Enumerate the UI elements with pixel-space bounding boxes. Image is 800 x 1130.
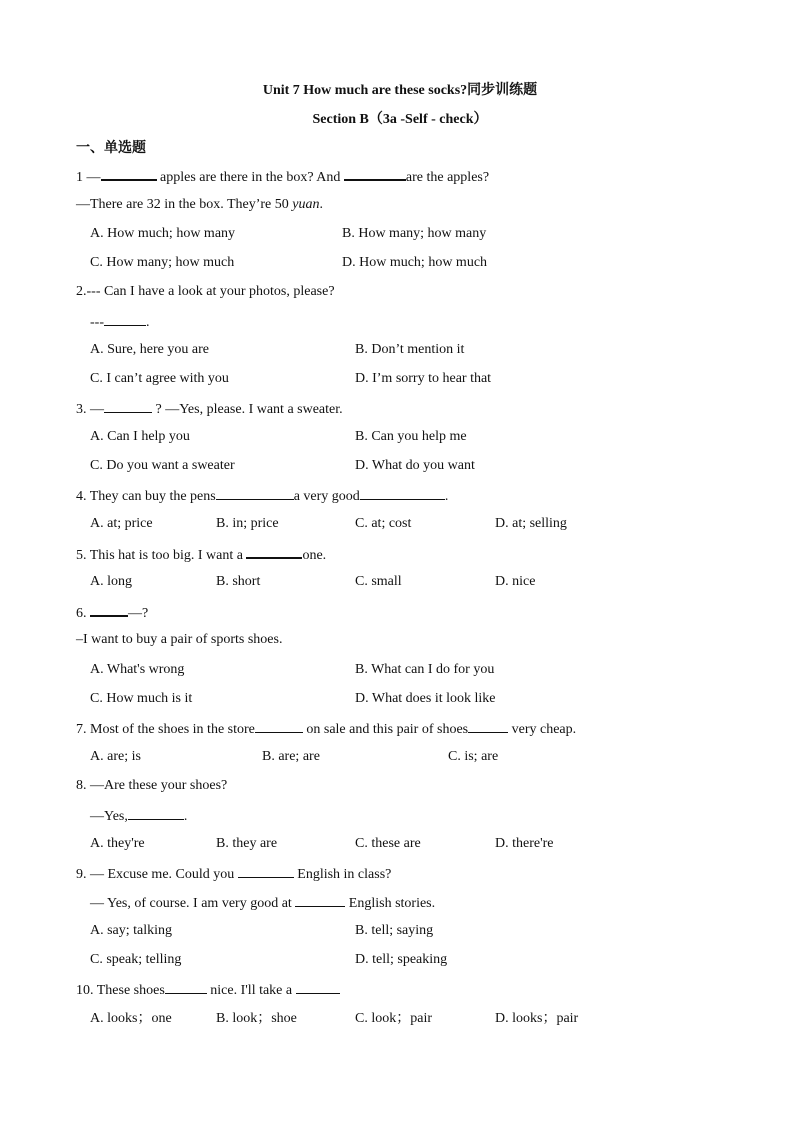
option-c: C. is; are	[448, 749, 499, 764]
answer-blank	[104, 312, 146, 326]
question-text: English in class?	[293, 867, 392, 882]
option-d: D. I’m sorry to hear that	[355, 371, 492, 386]
question-text: 6.	[76, 606, 90, 621]
reply-text: —Yes,	[90, 809, 128, 824]
option-c: C. I can’t agree with you	[90, 371, 229, 386]
option-d: D. there're	[495, 836, 554, 851]
question-8: 8. —Are these your shoes?	[76, 778, 228, 793]
answer-blank	[255, 719, 303, 733]
option-d: D. nice	[495, 574, 536, 589]
option-d: D. tell; speaking	[355, 952, 448, 967]
question-4	[76, 486, 448, 506]
reply-text: .	[319, 197, 323, 212]
question-6-reply: –I want to buy a pair of sports shoes.	[76, 632, 283, 647]
answer-blank	[90, 602, 128, 617]
answer-blank	[296, 980, 340, 994]
option-a: A. Can I help you	[90, 429, 190, 444]
question-3	[76, 399, 343, 419]
option-b: B. How many; how many	[342, 226, 487, 241]
option-b: B. short	[216, 574, 261, 589]
question-1	[76, 166, 489, 187]
question-1-reply	[76, 196, 323, 214]
option-c: C. How many; how much	[90, 255, 235, 270]
option-d: D. at; selling	[495, 516, 567, 531]
option-b: B. are; are	[262, 749, 320, 764]
worksheet-subtitle: Section B（3a -Self - check）	[312, 112, 488, 127]
answer-blank	[295, 893, 345, 907]
question-text: ? —Yes, please. I want a sweater.	[152, 402, 343, 417]
option-c: C. How much is it	[90, 691, 193, 706]
question-text: very cheap.	[508, 722, 577, 737]
question-text: .	[444, 489, 449, 504]
reply-text: English stories.	[345, 896, 436, 911]
answer-blank	[360, 486, 445, 500]
answer-blank	[101, 166, 157, 181]
question-9-reply	[90, 893, 435, 913]
currency-word: yuan	[292, 197, 320, 212]
question-text: apples are there in the box? And	[156, 170, 344, 185]
question-text: are the apples?	[405, 170, 490, 185]
question-text: 10. These shoes	[76, 983, 165, 998]
answer-blank	[238, 864, 294, 878]
section-heading: 一、单选题	[76, 141, 146, 156]
question-text: a very good	[293, 489, 360, 504]
question-text: on sale and this pair of shoes	[302, 722, 469, 737]
option-a: A. Sure, here you are	[90, 342, 209, 357]
question-text: one.	[302, 548, 327, 563]
reply-text: ---	[90, 315, 104, 330]
answer-blank	[216, 486, 294, 500]
option-a: A. How much; how many	[90, 226, 236, 241]
option-c: C. at; cost	[355, 516, 412, 531]
option-c: C. Do you want a sweater	[90, 458, 235, 473]
option-b: B. in; price	[216, 516, 279, 531]
question-text: 5. This hat is too big. I want a	[76, 548, 247, 563]
worksheet-title: Unit 7 How much are these socks?同步训练题	[262, 83, 538, 98]
question-text: nice. I'll take a	[206, 983, 296, 998]
answer-blank	[104, 399, 152, 413]
question-2: 2.--- Can I have a look at your photos, please?	[76, 284, 335, 299]
option-b: B. they are	[216, 836, 278, 851]
answer-blank	[468, 719, 508, 733]
option-c: C. small	[355, 574, 402, 589]
answer-blank	[344, 166, 406, 181]
option-b: B. Don’t mention it	[355, 342, 465, 357]
option-a: A. What's wrong	[90, 662, 185, 677]
option-c: C. speak; telling	[90, 952, 182, 967]
reply-text: .	[146, 315, 150, 330]
question-5	[76, 544, 326, 565]
reply-text: —There are 32 in the box. They’re 50	[76, 197, 293, 212]
question-9	[76, 864, 391, 884]
answer-blank	[246, 544, 302, 559]
question-text: —?	[128, 606, 149, 621]
question-8-reply	[90, 806, 187, 826]
option-d: D. What does it look like	[355, 691, 496, 706]
option-d: D. What do you want	[355, 458, 475, 473]
option-b: B. What can I do for you	[355, 662, 495, 677]
question-7	[76, 719, 576, 739]
option-a: A. say; talking	[90, 923, 173, 938]
option-c: C. these are	[355, 836, 421, 851]
reply-text: .	[183, 809, 188, 824]
option-a: A. they're	[90, 836, 145, 851]
reply-text: — Yes, of course. I am very good at	[90, 896, 296, 911]
question-text: 9. — Excuse me. Could you	[76, 867, 238, 882]
option-d: D. How much; how much	[342, 255, 488, 270]
question-text: 1 —	[76, 170, 101, 185]
question-text: 3. —	[76, 402, 104, 417]
question-6	[76, 602, 148, 623]
question-text: 4. They can buy the pens	[76, 489, 216, 504]
option-c: C. look；pair	[355, 1011, 432, 1026]
option-a: A. looks；one	[90, 1011, 172, 1026]
answer-blank	[128, 806, 184, 820]
option-a: A. at; price	[90, 516, 153, 531]
option-b: B. tell; saying	[355, 923, 434, 938]
option-b: B. look；shoe	[216, 1011, 297, 1026]
question-text: 7. Most of the shoes in the store	[76, 722, 255, 737]
option-b: B. Can you help me	[355, 429, 467, 444]
question-10	[76, 980, 340, 1000]
option-a: A. are; is	[90, 749, 141, 764]
option-d: D. looks；pair	[495, 1011, 579, 1026]
question-2-reply	[90, 312, 150, 332]
answer-blank	[165, 980, 207, 994]
option-a: A. long	[90, 574, 132, 589]
